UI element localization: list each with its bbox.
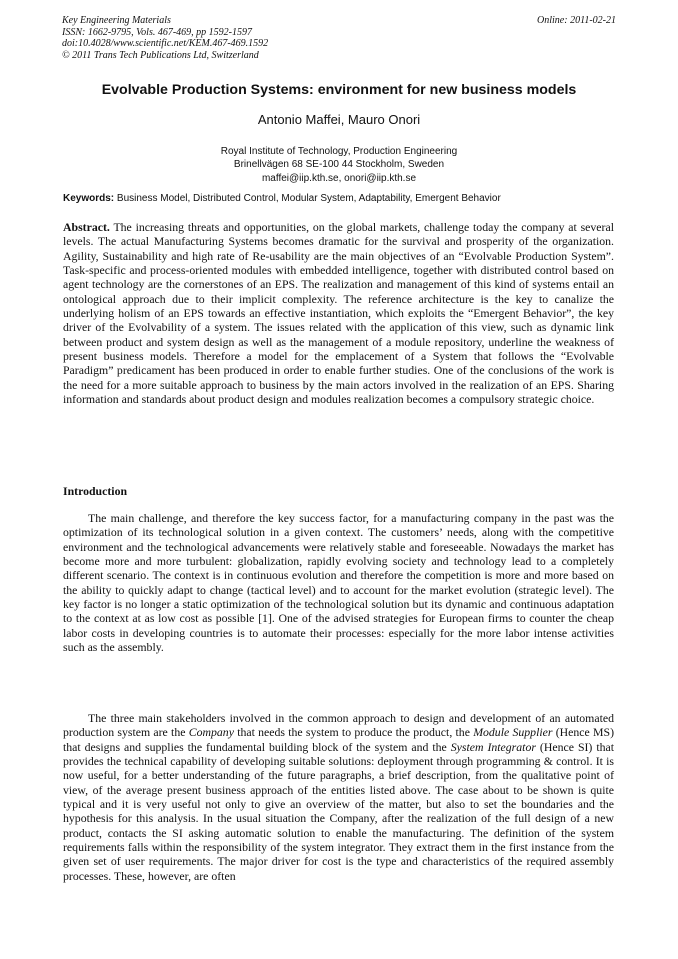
introduction-paragraph-1: The main challenge, and therefore the key success factor, for a manufacturing company in the past was the optimization of its technological solution in a given context. The customers’ needs, along with the competitive environment and the technological advancements were relatively stable and foreseeable. Nowadays the market has become more and more turbulent: globalization, rapidly evolving society and technology lead to a completely different scenario. The context is in continuous evolution and therefore the competition is more and more based on the ability to quickly adapt to change (tactical level) and to account for the market evolution (strategic level). The key factor is no longer a static optimization of the technological solution but its dynamic and continuous adaptation to the context at as low cost as possible [1]. One of the advised strategies for European firms to counter the cheap labor costs in developing countries is to automate their processes: especially for the more labor intense activities such as the assembly. — [63, 511, 614, 655]
para2-text-4: (Hence SI) that provides the technical capability of developing suitable solutions: deployment through programming & control. It is now useful, for a better understanding of the future paragraphs, a brief description, from the qualitative point of view, of the average present business approach of the entities listed above. The case about to be shown is quite typical and it is very useful not only to give an overview of the matter, but also to set the boundaries and the hypothesis for this analysis. In the usual situation the Company, after the realization of the full design of a new product, contacts the SI asking automatic solution to enable the manufacturing. The definition of the system requirements falls within the responsibility of the system integrator. They extract them in the first instance from the given set of user requirements. The major driver for cost is the type and characteristics of the required assembly processes. These, however, are often — [63, 739, 615, 883]
keywords-line — [63, 193, 615, 204]
para2-text-3: (Hence MS) that designs and supplies the fundamental building block of the system and the — [63, 725, 614, 754]
keywords-text: Business Model, Distributed Control, Modular System, Adaptability, Emergent Behavior — [116, 193, 501, 204]
para2-module-supplier-term: Module Supplier — [473, 725, 553, 740]
para2-system-integrator-term: System Integrator — [450, 739, 536, 754]
introduction-paragraph-2 — [63, 711, 614, 883]
para2-company-term: Company — [188, 725, 234, 740]
abstract-label: Abstract. — [63, 220, 110, 234]
paper-title: Evolvable Production Systems: environment for new business models — [101, 82, 577, 98]
online-date: Online: 2011-02-21 — [537, 15, 616, 26]
para2-text-2: that needs the system to produce the product, the — [233, 725, 474, 740]
author-affiliation — [40, 145, 638, 185]
journal-copyright: © 2011 Trans Tech Publications Ltd, Switzerland — [62, 49, 259, 61]
journal-name: Key Engineering Materials — [62, 15, 171, 26]
paper-authors: Antonio Maffei, Mauro Onori — [257, 112, 421, 127]
para2-text-1: The three main stakeholders involved in the common approach to design and development of an automated production system are the — [63, 711, 614, 740]
affiliation-institution: Royal Institute of Technology, Production Engineering — [220, 146, 458, 157]
affiliation-address: Brinellvägen 68 SE-100 44 Stockholm, Sweden — [233, 159, 445, 171]
affiliation-emails[interactable]: maffei@iip.kth.se, onori@iip.kth.se — [261, 172, 417, 184]
abstract-text: The increasing threats and opportunities, on the global markets, challenge today the company at several levels. The actual Manufacturing Systems becomes dramatic for the survival and prosperity of the organization. Agility, Sustainability and high rate of Re-usability are the main objectives of an “Evolvable Production System”. Task-specific and process-oriented modules with embedded intelligence, together with distributed control based on agent technology are the cornerstones of an EPS. The realization and management of this kind of systems entail an ontological approach due to their implicit complexity. The reference architecture is the key to canalize the underlying holism of an EPS towards an effective instantiation, which exploits the “Emergent Behavior”, the key driver of the Evolvability of a system. The issues related with the application of this view, such as dynamic link between product and system design as well as the management of a module repository, underline the weakness of present business models. Therefore a model for the emplacement of a System that follows the “Evolvable Paradigm” predicament has been produced in order to enable further studies. One of the conclusions of the work is the need for a more suitable approach to business by the main actors involved in the realization of an EPS. Sharing information and standards about product design and modules realization becomes a compulsory strategic choice. — [63, 220, 614, 407]
abstract-paragraph — [63, 220, 614, 406]
introduction-heading: Introduction — [63, 484, 128, 498]
keywords-label: Keywords: — [63, 193, 115, 204]
journal-issn: ISSN: 1662-9795, Vols. 467-469, pp 1592-1597 — [62, 26, 252, 38]
journal-doi: doi:10.4028/www.scientific.net/KEM.467-469.1592 — [62, 38, 269, 50]
journal-header — [62, 15, 392, 61]
